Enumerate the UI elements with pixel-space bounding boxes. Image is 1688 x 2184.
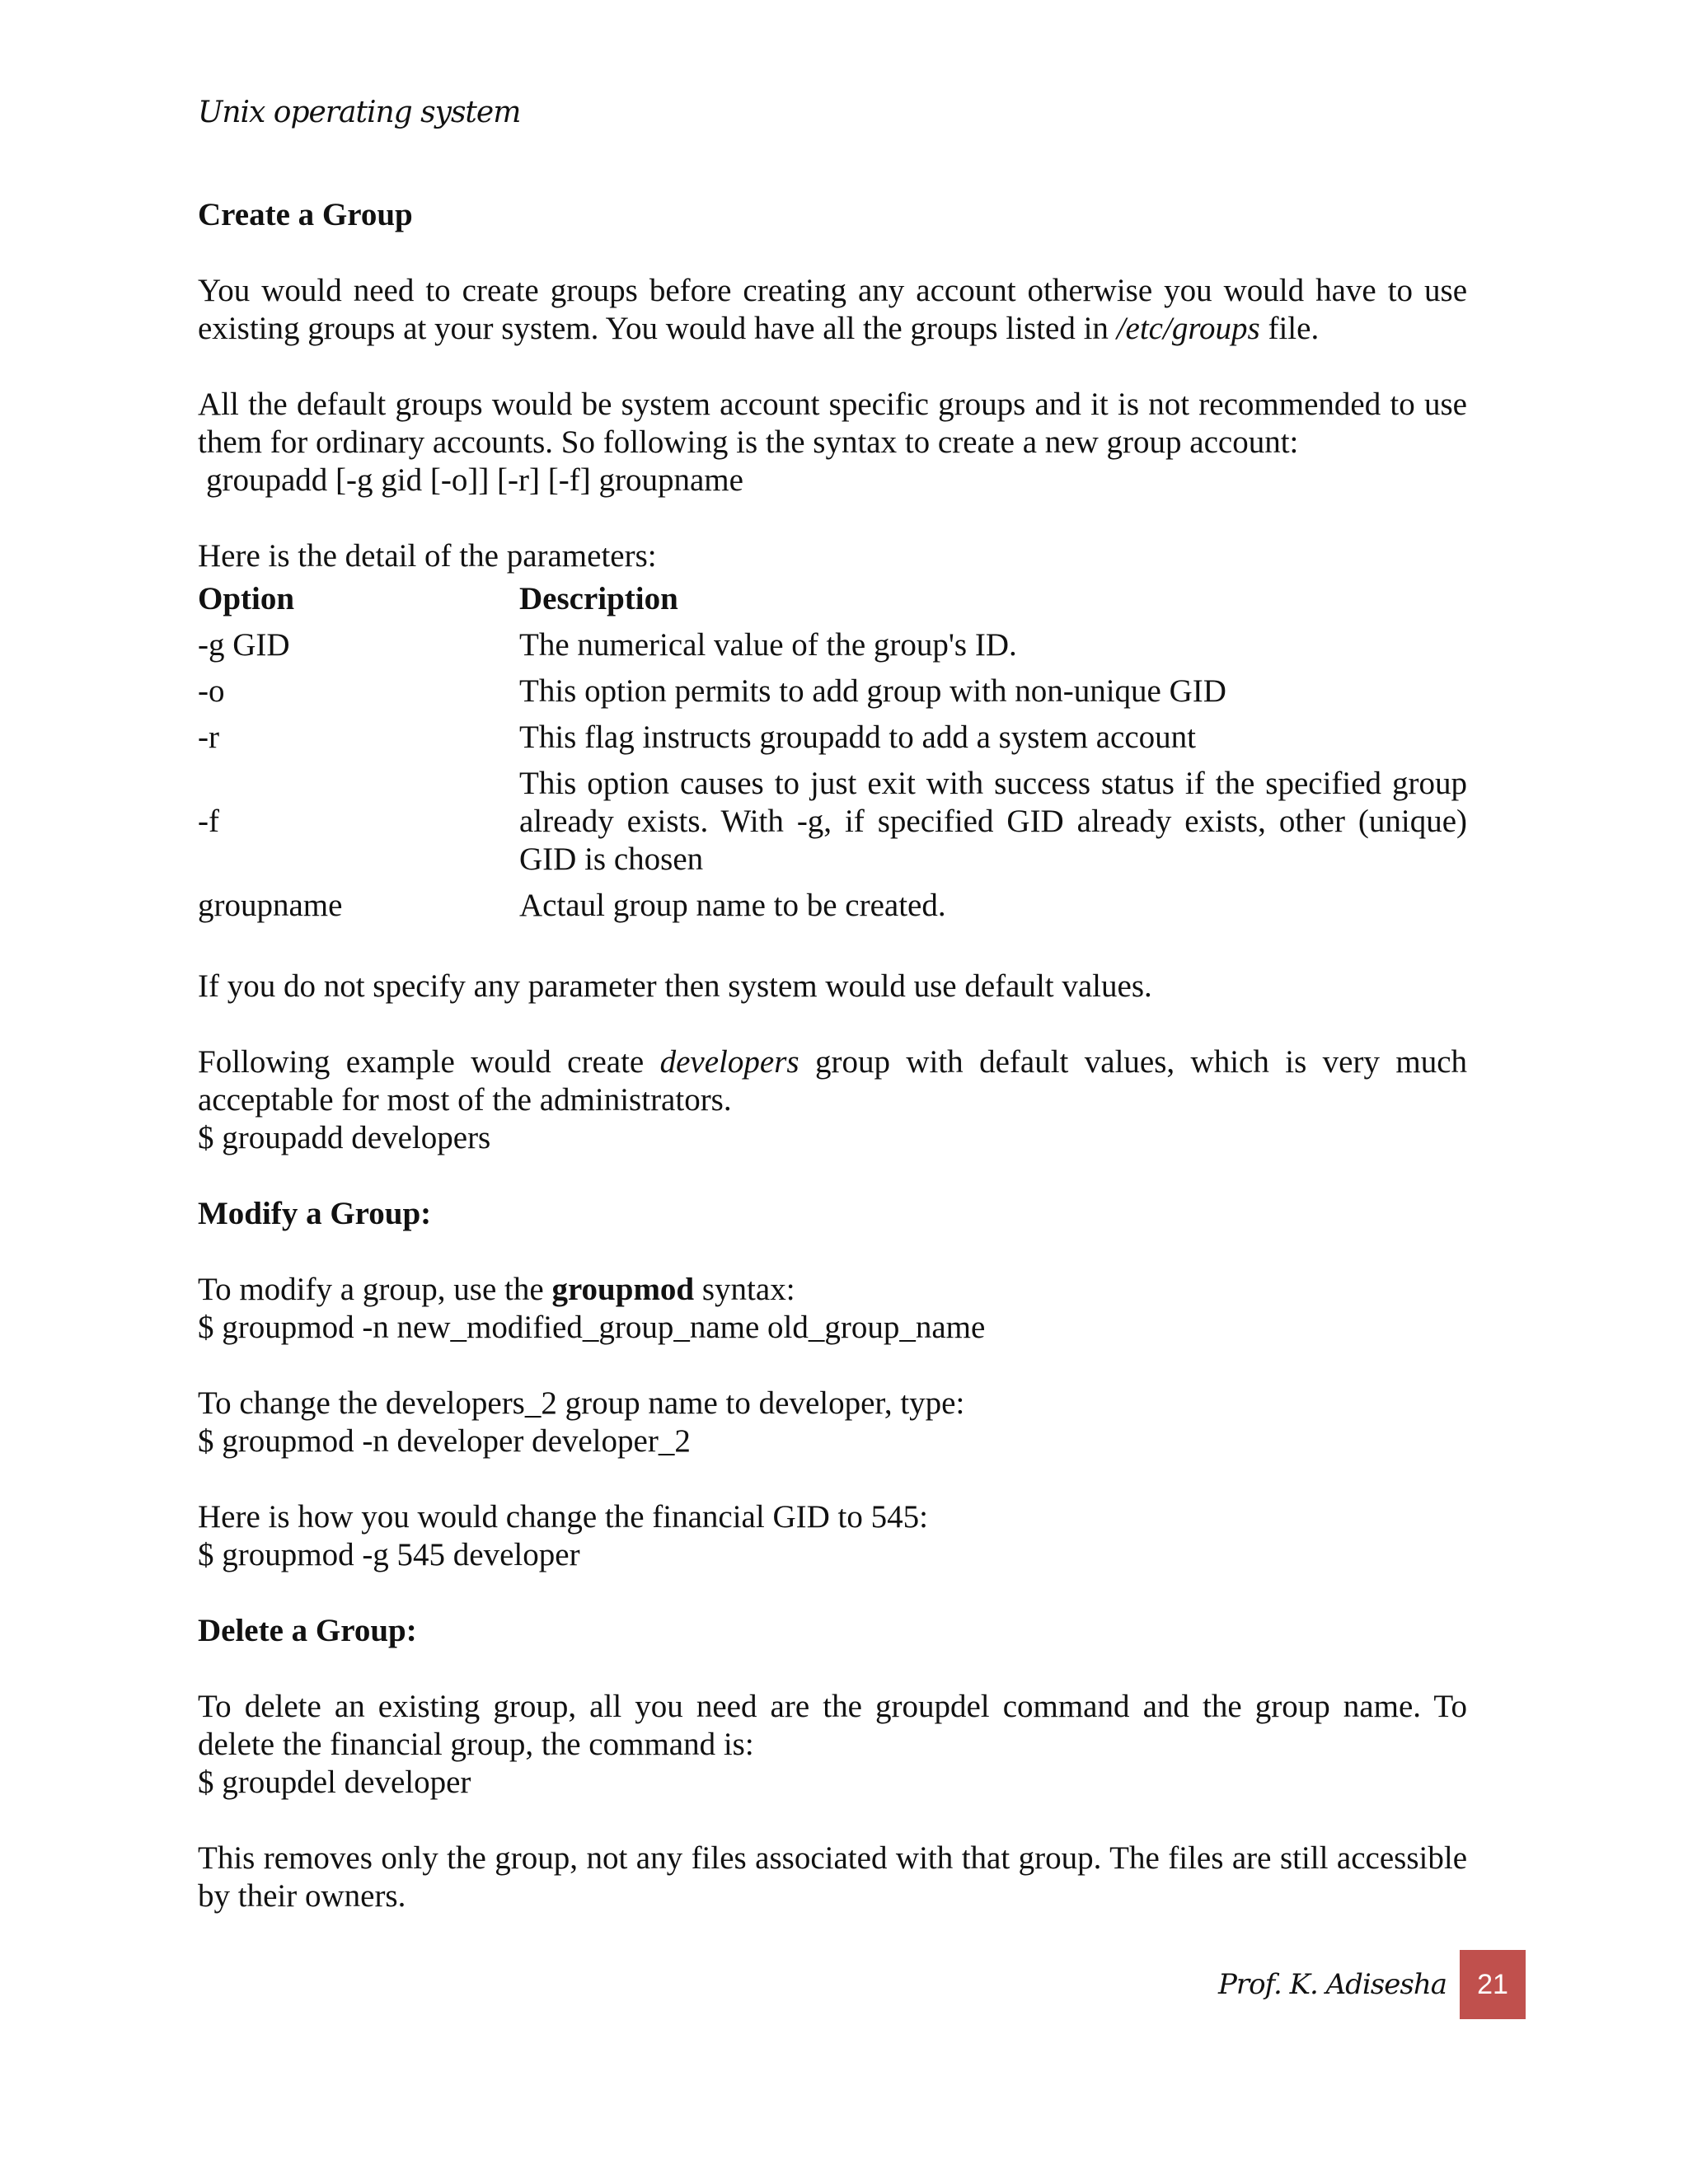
modify-p2-text: To change the developers_2 group name to developer, type: bbox=[198, 1385, 965, 1421]
create-p1-text-b: file. bbox=[1259, 311, 1320, 346]
modify-paragraph-1 bbox=[198, 1271, 1467, 1347]
description-cell: This flag instructs groupadd to add a system account bbox=[519, 719, 1196, 755]
delete-paragraph-2: This removes only the group, not any files associated with that group. The files are still accessible by their owners. bbox=[198, 1840, 1467, 1914]
document-body bbox=[198, 196, 1467, 1953]
section-heading-create: Create a Group bbox=[198, 197, 413, 232]
developers-term: developers bbox=[659, 1044, 799, 1080]
table-row bbox=[198, 883, 1467, 930]
groupmod-gid-command: $ groupmod -g 545 developer bbox=[198, 1537, 580, 1572]
groupdel-command: $ groupdel developer bbox=[198, 1765, 471, 1800]
create-paragraph-1 bbox=[198, 272, 1467, 348]
modify-paragraph-2 bbox=[198, 1385, 1467, 1460]
option-cell: -o bbox=[198, 673, 225, 709]
create-p2-text: All the default groups would be system account specific groups and it is not recommended to use them for ordinary accounts. So following is the syntax to create a new group account: bbox=[198, 387, 1467, 460]
column-header-description: Description bbox=[519, 581, 678, 616]
table-row bbox=[198, 623, 1467, 669]
option-cell: -f bbox=[198, 804, 219, 839]
page-number-badge: 21 bbox=[1460, 1950, 1526, 2019]
create-p4-text-b: group with default values, which is very much acceptable for most of the administrators. bbox=[198, 1044, 1467, 1118]
create-paragraph-3: If you do not specify any parameter then system would use default values. bbox=[198, 968, 1152, 1004]
section-heading-delete: Delete a Group: bbox=[198, 1613, 417, 1648]
modify-p3-text: Here is how you would change the financial GID to 545: bbox=[198, 1499, 928, 1535]
option-cell: -g GID bbox=[198, 627, 290, 663]
delete-p1-text: To delete an existing group, all you need are the groupdel command and the group name. To delete the financial group, the command is: bbox=[198, 1689, 1467, 1762]
modify-p1-text-b: syntax: bbox=[694, 1272, 795, 1307]
column-header-option: Option bbox=[198, 581, 295, 616]
groupmod-rename-command: $ groupmod -n developer developer_2 bbox=[198, 1423, 691, 1459]
groupadd-example: $ groupadd developers bbox=[198, 1120, 491, 1155]
description-cell: This option causes to just exit with success status if the specified group already exists. With -g, if specified GID already exists, other (unique) GID is chosen bbox=[519, 766, 1467, 877]
table-row bbox=[198, 715, 1467, 762]
params-intro: Here is the detail of the parameters: bbox=[198, 538, 657, 574]
groupmod-syntax: $ groupmod -n new_modified_group_name old_group_name bbox=[198, 1310, 986, 1345]
parameters-table bbox=[198, 577, 1467, 930]
option-cell: -r bbox=[198, 719, 219, 755]
option-cell: groupname bbox=[198, 888, 343, 923]
page-footer bbox=[1218, 1950, 1526, 2019]
create-p4-text-a: Following example would create bbox=[198, 1044, 660, 1080]
footer-author: Prof. K. Adisesha bbox=[1218, 1968, 1447, 2001]
table-row bbox=[198, 762, 1467, 883]
create-paragraph-2 bbox=[198, 386, 1467, 499]
modify-p1-text-a: To modify a group, use the bbox=[198, 1272, 552, 1307]
description-cell: The numerical value of the group's ID. bbox=[519, 627, 1017, 663]
section-heading-modify: Modify a Group: bbox=[198, 1196, 432, 1231]
description-cell: This option permits to add group with non-unique GID bbox=[519, 673, 1226, 709]
etc-groups-path: /etc/groups bbox=[1116, 311, 1260, 346]
delete-paragraph-1 bbox=[198, 1688, 1467, 1802]
create-paragraph-4 bbox=[198, 1043, 1467, 1157]
groupmod-term: groupmod bbox=[551, 1272, 695, 1307]
description-cell: Actaul group name to be created. bbox=[519, 888, 946, 923]
modify-paragraph-3 bbox=[198, 1498, 1467, 1574]
create-p1-text-a: You would need to create groups before creating any account otherwise you would have to use existing groups at your system. You would have all the groups listed in bbox=[198, 273, 1467, 346]
groupadd-syntax: groupadd [-g gid [-o]] [-r] [-f] groupname bbox=[206, 462, 743, 498]
table-row bbox=[198, 669, 1467, 715]
table-header-row bbox=[198, 577, 1467, 623]
page-header: Unix operating system bbox=[198, 96, 521, 129]
